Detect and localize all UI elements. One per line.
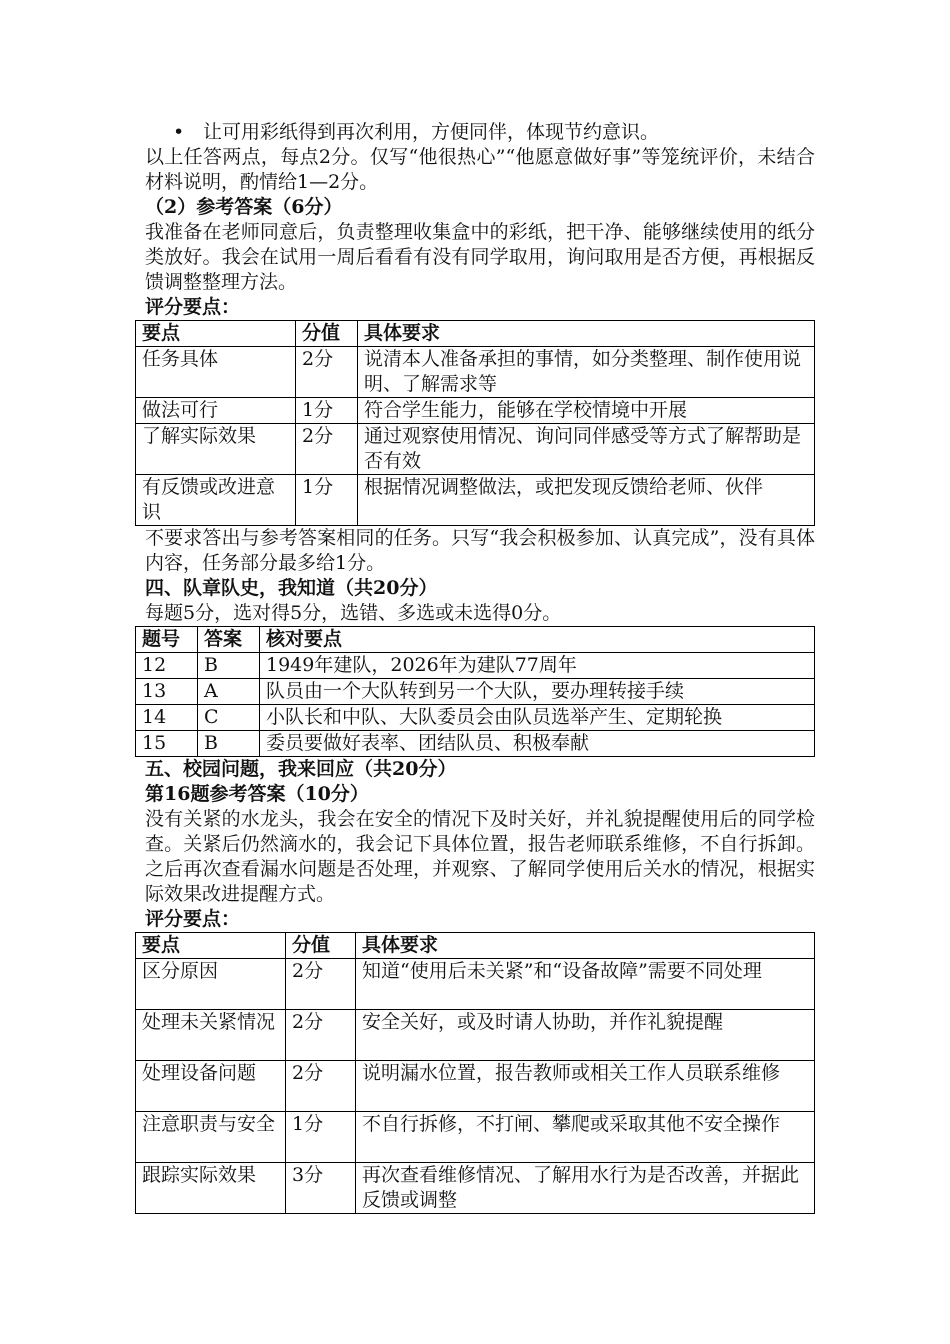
header-cell: 具体要求 (356, 933, 815, 959)
table-row (136, 475, 815, 526)
table-row (136, 679, 815, 705)
table-cell: 2分 (286, 1061, 356, 1112)
table-cell: 2分 (286, 959, 356, 1010)
table-cell: 1分 (296, 398, 358, 424)
scoring-note-2: 不要求答出与参考答案相同的任务。只写“我会积极参加、认真完成”，没有具体内容，任务部分最多给1分。 (145, 527, 815, 574)
scoring-table-1 (135, 320, 815, 526)
table-cell: 处理设备问题 (136, 1061, 286, 1112)
table-cell: C (198, 705, 260, 731)
table-cell: 做法可行 (136, 398, 296, 424)
table-cell: 1949年建队，2026年为建队77周年 (260, 653, 815, 679)
bullet-text: 让可用彩纸得到再次利用，方便同伴，体现节约意识。 (203, 121, 660, 143)
table-cell: B (198, 731, 260, 757)
table-cell: 2分 (296, 424, 358, 475)
table-cell: 跟踪实际效果 (136, 1163, 286, 1214)
table-header-row (136, 321, 815, 347)
table-cell: 任务具体 (136, 347, 296, 398)
table-cell: 再次查看维修情况、了解用水行为是否改善，并据此反馈或调整 (356, 1163, 815, 1214)
document-page (142, 120, 815, 1214)
table-row (136, 705, 815, 731)
table-cell: 不自行拆修，不打闸、攀爬或采取其他不安全操作 (356, 1112, 815, 1163)
table-cell: 了解实际效果 (136, 424, 296, 475)
table-cell: 符合学生能力，能够在学校情境中开展 (358, 398, 815, 424)
table-cell: 说明漏水位置，报告教师或相关工作人员联系维修 (356, 1061, 815, 1112)
bullet-dot-icon: • (173, 121, 185, 143)
table-cell: B (198, 653, 260, 679)
section-5-title: 五、校园问题，我来回应（共20分） (145, 758, 457, 780)
header-cell: 具体要求 (358, 321, 815, 347)
question-16-title: 第16题参考答案（10分） (145, 783, 369, 805)
table-cell: 安全关好，或及时请人协助，并作礼貌提醒 (356, 1010, 815, 1061)
scoring-table-2 (135, 932, 815, 1214)
table-cell: 有反馈或改进意识 (136, 475, 296, 526)
table-cell: 说清本人准备承担的事情，如分类整理、制作使用说明、了解需求等 (358, 347, 815, 398)
table-cell: 15 (136, 731, 198, 757)
table-row (136, 424, 815, 475)
table-row (136, 731, 815, 757)
table-cell: 根据情况调整做法，或把发现反馈给老师、伙伴 (358, 475, 815, 526)
table-row (136, 1112, 815, 1163)
table-cell: 14 (136, 705, 198, 731)
question-16-answer: 没有关紧的水龙头，我会在安全的情况下及时关好，并礼貌提醒使用后的同学检查。关紧后仍然滴水的，我会记下具体位置，报告老师联系维修，不自行拆卸。之后再次查看漏水问题是否处理，并观察、了解同学使用后关水的情况，根据实际效果改进提醒方式。 (145, 808, 815, 905)
table-cell: 3分 (286, 1163, 356, 1214)
header-cell: 分值 (286, 933, 356, 959)
table-cell: 通过观察使用情况、询问同伴感受等方式了解帮助是否有效 (358, 424, 815, 475)
table-cell: 注意职责与安全 (136, 1112, 286, 1163)
bullet-item (145, 120, 815, 145)
section-2-answer: 我准备在老师同意后，负责整理收集盒中的彩纸，把干净、能够继续使用的纸分类放好。我会在试用一周后看看有没有同学取用，询问取用是否方便，再根据反馈调整整理方法。 (145, 221, 815, 293)
table-cell: 处理未关紧情况 (136, 1010, 286, 1061)
table-cell: 1分 (296, 475, 358, 526)
table-row (136, 1010, 815, 1061)
header-cell: 题号 (136, 627, 198, 653)
table-cell: 委员要做好表率、团结队员、积极奉献 (260, 731, 815, 757)
table-row (136, 959, 815, 1010)
table-cell: 13 (136, 679, 198, 705)
scoring-note-1: 以上任答两点，每点2分。仅写“他很热心”“他愿意做好事”等笼统评价，未结合材料说明，酌情给1—2分。 (145, 146, 815, 193)
table-cell: 2分 (296, 347, 358, 398)
section-4-title: 四、队章队史，我知道（共20分） (145, 577, 438, 599)
header-cell: 要点 (136, 933, 286, 959)
table-cell: 2分 (286, 1010, 356, 1061)
table-cell: 区分原因 (136, 959, 286, 1010)
table-row (136, 653, 815, 679)
table-cell: 知道“使用后未关紧”和“设备故障”需要不同处理 (356, 959, 815, 1010)
table-cell: 小队长和中队、大队委员会由队员选举产生、定期轮换 (260, 705, 815, 731)
table-cell: 队员由一个大队转到另一个大队，要办理转接手续 (260, 679, 815, 705)
table-row (136, 398, 815, 424)
table-cell: 12 (136, 653, 198, 679)
scoring-label-2: 评分要点： (145, 908, 241, 930)
table-row (136, 1061, 815, 1112)
section-4-note: 每题5分，选对得5分，选错、多选或未选得0分。 (145, 602, 562, 624)
header-cell: 要点 (136, 321, 296, 347)
header-cell: 核对要点 (260, 627, 815, 653)
table-cell: A (198, 679, 260, 705)
scoring-label-1: 评分要点： (145, 296, 241, 318)
table-cell: 1分 (286, 1112, 356, 1163)
header-cell: 答案 (198, 627, 260, 653)
section-2-title: （2）参考答案（6分） (145, 196, 343, 218)
table-row (136, 347, 815, 398)
table-header-row (136, 627, 815, 653)
table-header-row (136, 933, 815, 959)
header-cell: 分值 (296, 321, 358, 347)
answer-table (135, 626, 815, 757)
table-row (136, 1163, 815, 1214)
